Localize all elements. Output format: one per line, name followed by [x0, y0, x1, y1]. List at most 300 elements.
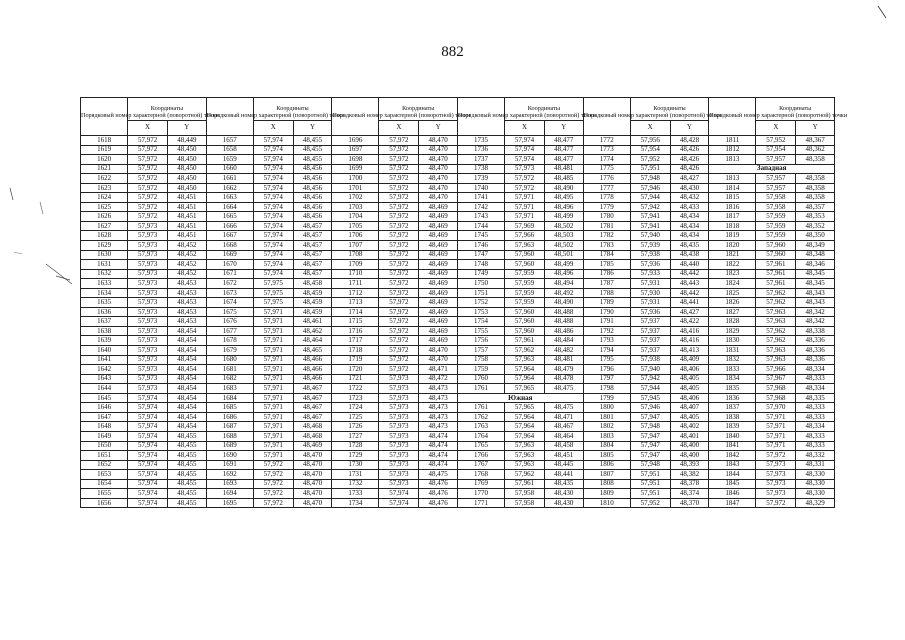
y-cell: 48,358	[796, 193, 835, 203]
point-number-cell: 1768	[457, 470, 504, 480]
x-cell: 57,972	[379, 193, 419, 203]
coordinates-table	[80, 97, 848, 508]
x-cell: 57,974	[505, 155, 545, 165]
point-number-cell: 1739	[457, 174, 504, 184]
point-number-cell: 1741	[457, 193, 504, 203]
x-cell: 57,972	[379, 155, 419, 165]
x-cell: 57,974	[253, 136, 293, 146]
point-number-cell: 1641	[81, 355, 128, 365]
table-row	[81, 355, 835, 365]
point-number-cell: 1705	[332, 221, 379, 231]
point-number-cell: 1840	[709, 431, 756, 441]
table-row	[81, 336, 835, 346]
y-cell: 48,331	[796, 460, 835, 470]
point-number-cell: 1834	[709, 374, 756, 384]
table-row	[81, 393, 835, 403]
y-cell: 48,467	[544, 422, 583, 432]
point-number-cell: 1728	[332, 441, 379, 451]
y-cell: 48,428	[670, 136, 709, 146]
x-cell: 57,973	[128, 317, 168, 327]
point-number-cell: 1683	[206, 384, 253, 394]
y-cell: 48,348	[796, 250, 835, 260]
y-cell: 48,469	[419, 202, 458, 212]
point-number-cell: 1761	[457, 403, 504, 413]
table-row	[81, 269, 835, 279]
table-row	[81, 279, 835, 289]
point-number-cell: 1624	[81, 193, 128, 203]
y-cell: 48,450	[168, 155, 207, 165]
point-number-cell: 1742	[457, 202, 504, 212]
y-cell: 48,402	[670, 422, 709, 432]
point-number-cell: 1813	[709, 155, 756, 165]
y-cell: 48,367	[796, 136, 835, 146]
y-header: Y	[670, 121, 709, 136]
x-cell: 57,972	[128, 174, 168, 184]
point-number-cell: 1760	[457, 374, 504, 384]
y-cell: 48,336	[796, 355, 835, 365]
x-cell: 57,957	[756, 155, 796, 165]
point-number-cell: 1832	[709, 355, 756, 365]
table-row	[81, 174, 835, 184]
table-row	[81, 431, 835, 441]
x-cell: 57,946	[630, 183, 670, 193]
point-number-cell: 1750	[457, 279, 504, 289]
point-number-cell: 1829	[709, 326, 756, 336]
point-number-cell: 1804	[583, 441, 630, 451]
y-cell: 48,502	[544, 241, 583, 251]
x-cell: 57,973	[379, 422, 419, 432]
point-number-cell: 1745	[457, 231, 504, 241]
point-number-cell: 1618	[81, 136, 128, 146]
x-cell: 57,965	[505, 403, 545, 413]
x-cell: 57,972	[379, 288, 419, 298]
y-cell: 48,406	[670, 365, 709, 375]
x-cell: 57,959	[505, 288, 545, 298]
x-cell: 57,971	[253, 374, 293, 384]
point-number-cell: 1830	[709, 336, 756, 346]
x-cell: 57,963	[756, 317, 796, 327]
y-cell: 48,427	[670, 174, 709, 184]
point-number-cell: 1659	[206, 155, 253, 165]
x-cell: 57,975	[253, 279, 293, 289]
y-cell: 48,457	[293, 269, 332, 279]
x-cell: 57,941	[630, 212, 670, 222]
y-cell: 48,430	[544, 498, 583, 508]
point-number-cell: 1712	[332, 288, 379, 298]
point-number-cell: 1732	[332, 479, 379, 489]
y-cell: 48,470	[419, 355, 458, 365]
point-number-cell: 1646	[81, 403, 128, 413]
y-cell: 48,473	[419, 422, 458, 432]
y-cell: 48,452	[168, 250, 207, 260]
x-cell: 57,972	[379, 250, 419, 260]
point-number-cell: 1685	[206, 403, 253, 413]
x-cell: 57,937	[630, 317, 670, 327]
y-cell: 48,453	[168, 317, 207, 327]
x-cell: 57,972	[379, 336, 419, 346]
x-cell: 57,963	[505, 241, 545, 251]
table-row	[81, 241, 835, 251]
y-cell: 48,470	[293, 460, 332, 470]
x-cell: 57,974	[128, 393, 168, 403]
point-number-cell: 1640	[81, 346, 128, 356]
x-cell: 57,972	[379, 145, 419, 155]
x-cell: 57,971	[253, 307, 293, 317]
y-cell: 48,458	[293, 279, 332, 289]
x-cell: 57,963	[505, 355, 545, 365]
x-header: X	[128, 121, 168, 136]
point-number-cell: 1644	[81, 384, 128, 394]
x-header: X	[630, 121, 670, 136]
table-row	[81, 145, 835, 155]
x-cell: 57,958	[756, 193, 796, 203]
y-cell: 48,456	[293, 202, 332, 212]
y-cell: 48,342	[796, 317, 835, 327]
point-number-cell: 1786	[583, 269, 630, 279]
x-cell: 57,957	[756, 183, 796, 193]
x-cell: 57,963	[756, 355, 796, 365]
point-number-cell: 1776	[583, 174, 630, 184]
x-cell: 57,972	[379, 241, 419, 251]
y-cell: 48,333	[796, 431, 835, 441]
x-cell: 57,937	[630, 346, 670, 356]
point-number-cell: 1846	[709, 489, 756, 499]
y-cell: 48,455	[293, 155, 332, 165]
y-cell: 48,481	[544, 164, 583, 174]
point-number-cell: 1725	[332, 412, 379, 422]
x-cell: 57,971	[253, 346, 293, 356]
x-cell: 57,975	[253, 288, 293, 298]
point-number-cell: 1650	[81, 441, 128, 451]
y-cell: 48,406	[670, 393, 709, 403]
point-number-cell: 1785	[583, 260, 630, 270]
point-number-cell: 1838	[709, 412, 756, 422]
y-cell: 48,336	[796, 336, 835, 346]
y-cell: 48,451	[168, 221, 207, 231]
x-cell: 57,947	[630, 451, 670, 461]
point-number-cell: 1767	[457, 460, 504, 470]
x-cell: 57,962	[756, 336, 796, 346]
point-number-cell: 1740	[457, 183, 504, 193]
x-cell: 57,973	[756, 489, 796, 499]
table-row	[81, 136, 835, 146]
y-cell: 48,469	[419, 298, 458, 308]
point-number-cell: 1696	[332, 136, 379, 146]
x-cell: 57,974	[253, 145, 293, 155]
x-cell: 57,972	[505, 183, 545, 193]
y-cell: 48,427	[670, 307, 709, 317]
y-cell: 48,469	[419, 317, 458, 327]
x-cell: 57,974	[128, 460, 168, 470]
x-cell: 57,959	[505, 279, 545, 289]
coordinates-header: Координаты	[630, 98, 709, 121]
x-cell: 57,937	[630, 336, 670, 346]
point-number-cell: 1716	[332, 326, 379, 336]
x-cell: 57,944	[630, 193, 670, 203]
point-number-cell: 1669	[206, 250, 253, 260]
x-cell: 57,973	[379, 441, 419, 451]
x-cell: 57,972	[379, 183, 419, 193]
point-number-cell: 1806	[583, 460, 630, 470]
x-cell: 57,936	[630, 260, 670, 270]
point-number-cell: 1726	[332, 422, 379, 432]
point-number-cell: 1751	[457, 288, 504, 298]
table-row	[81, 422, 835, 432]
y-cell: 48,459	[293, 307, 332, 317]
point-number-cell: 1802	[583, 422, 630, 432]
coordinates-header: Координаты	[756, 98, 835, 121]
x-cell: 57,973	[128, 365, 168, 375]
point-number-cell: 1703	[332, 202, 379, 212]
point-number-cell: 1789	[583, 298, 630, 308]
x-cell: 57,962	[756, 326, 796, 336]
y-cell: 48,358	[796, 155, 835, 165]
x-cell: 57,946	[630, 403, 670, 413]
point-number-cell: 1674	[206, 298, 253, 308]
y-cell: 48,450	[168, 174, 207, 184]
y-cell: 48,462	[293, 326, 332, 336]
x-cell: 57,973	[128, 307, 168, 317]
y-cell: 48,455	[168, 431, 207, 441]
point-number-cell: 1748	[457, 260, 504, 270]
y-cell: 48,450	[168, 183, 207, 193]
point-number-cell: 1721	[332, 374, 379, 384]
x-cell: 57,973	[379, 393, 419, 403]
x-cell: 57,964	[505, 365, 545, 375]
x-cell: 57,963	[505, 441, 545, 451]
y-cell: 48,466	[293, 374, 332, 384]
x-cell: 57,971	[253, 336, 293, 346]
point-number-cell: 1649	[81, 431, 128, 441]
point-number-cell: 1706	[332, 231, 379, 241]
point-number-cell: 1654	[81, 479, 128, 489]
table-row	[81, 498, 835, 508]
y-cell: 48,370	[670, 498, 709, 508]
y-cell: 48,451	[168, 202, 207, 212]
point-number-cell: 1820	[709, 241, 756, 251]
y-cell: 48,334	[796, 384, 835, 394]
y-cell: 48,401	[670, 431, 709, 441]
x-cell: 57,961	[756, 269, 796, 279]
x-cell: 57,974	[505, 145, 545, 155]
y-cell: 48,469	[419, 212, 458, 222]
point-number-cell: 1691	[206, 460, 253, 470]
x-cell: 57,971	[253, 355, 293, 365]
y-cell: 48,358	[796, 183, 835, 193]
x-cell: 57,961	[756, 260, 796, 270]
x-cell: 57,930	[630, 288, 670, 298]
point-number-cell: 1812	[709, 145, 756, 155]
x-cell: 57,948	[630, 174, 670, 184]
x-cell: 57,936	[630, 307, 670, 317]
point-number-cell: 1666	[206, 221, 253, 231]
x-cell: 57,974	[128, 451, 168, 461]
point-number-cell: 1695	[206, 498, 253, 508]
point-number-cell: 1794	[583, 346, 630, 356]
x-cell: 57,972	[379, 307, 419, 317]
y-cell: 48,478	[544, 374, 583, 384]
y-cell: 48,426	[670, 164, 709, 174]
x-cell: 57,973	[379, 384, 419, 394]
y-cell: 48,430	[544, 489, 583, 499]
point-number-cell: 1720	[332, 365, 379, 375]
x-cell: 57,974	[253, 164, 293, 174]
y-cell: 48,456	[293, 164, 332, 174]
x-cell: 57,959	[505, 269, 545, 279]
point-number-cell: 1647	[81, 412, 128, 422]
x-cell: 57,940	[630, 365, 670, 375]
x-cell: 57,974	[505, 136, 545, 146]
y-cell: 48,467	[293, 384, 332, 394]
y-cell: 48,471	[544, 412, 583, 422]
x-cell: 57,973	[128, 250, 168, 260]
point-number-cell: 1697	[332, 145, 379, 155]
x-cell: 57,974	[128, 479, 168, 489]
y-cell: 48,457	[293, 231, 332, 241]
y-cell: 48,333	[796, 412, 835, 422]
point-number-cell: 1816	[709, 202, 756, 212]
point-number-cell: 1699	[332, 164, 379, 174]
x-cell: 57,972	[128, 183, 168, 193]
y-cell: 48,416	[670, 336, 709, 346]
y-cell: 48,475	[544, 384, 583, 394]
x-cell: 57,973	[756, 460, 796, 470]
x-cell: 57,973	[379, 460, 419, 470]
y-cell: 48,454	[168, 336, 207, 346]
y-cell: 48,496	[544, 202, 583, 212]
point-number-cell: 1833	[709, 365, 756, 375]
point-number-cell: 1711	[332, 279, 379, 289]
point-number-cell: 1797	[583, 374, 630, 384]
table-row	[81, 231, 835, 241]
point-number-cell: 1652	[81, 460, 128, 470]
y-cell: 48,400	[670, 441, 709, 451]
table-header	[81, 98, 848, 136]
point-number-cell: 1743	[457, 212, 504, 222]
point-number-cell: 1796	[583, 365, 630, 375]
y-cell: 48,449	[168, 136, 207, 146]
y-cell: 48,488	[544, 307, 583, 317]
y-cell: 48,501	[544, 250, 583, 260]
point-number-cell: 1627	[81, 221, 128, 231]
point-number-cell: 1847	[709, 498, 756, 508]
point-number-cell: 1679	[206, 346, 253, 356]
y-cell: 48,382	[670, 470, 709, 480]
x-cell: 57,960	[505, 326, 545, 336]
x-cell: 57,951	[630, 470, 670, 480]
x-cell: 57,974	[128, 422, 168, 432]
x-cell: 57,931	[630, 279, 670, 289]
point-number-cell: 1771	[457, 498, 504, 508]
y-cell: 48,345	[796, 279, 835, 289]
point-number-cell: 1815	[709, 193, 756, 203]
x-cell: 57,971	[756, 422, 796, 432]
y-cell: 48,485	[544, 174, 583, 184]
x-cell: 57,973	[379, 412, 419, 422]
point-number-cell: 1682	[206, 374, 253, 384]
y-cell: 48,456	[293, 183, 332, 193]
y-cell: 48,494	[544, 279, 583, 289]
x-cell: 57,963	[756, 307, 796, 317]
y-cell: 48,342	[796, 307, 835, 317]
point-number-cell: 1626	[81, 212, 128, 222]
point-number-cell: 1784	[583, 250, 630, 260]
x-cell: 57,973	[128, 260, 168, 270]
point-number-cell: 1818	[709, 221, 756, 231]
x-header: X	[756, 121, 796, 136]
point-number-cell: 1704	[332, 212, 379, 222]
y-cell: 48,338	[796, 326, 835, 336]
point-number-cell: 1765	[457, 441, 504, 451]
point-number-cell: 1780	[583, 212, 630, 222]
y-cell: 48,470	[293, 451, 332, 461]
y-cell: 48,456	[293, 212, 332, 222]
point-number-cell: 1656	[81, 498, 128, 508]
y-cell: 48,470	[293, 470, 332, 480]
y-cell: 48,470	[419, 193, 458, 203]
point-number-cell: 1800	[583, 403, 630, 413]
x-cell: 57,972	[253, 498, 293, 508]
y-cell: 48,329	[796, 498, 835, 508]
y-cell: 48,378	[670, 479, 709, 489]
point-number-cell: 1690	[206, 451, 253, 461]
y-cell: 48,457	[293, 221, 332, 231]
x-cell: 57,972	[253, 479, 293, 489]
y-cell: 48,453	[168, 288, 207, 298]
point-number-cell: 1620	[81, 155, 128, 165]
point-number-cell: 1662	[206, 183, 253, 193]
x-cell: 57,972	[379, 221, 419, 231]
x-cell: 57,947	[630, 431, 670, 441]
point-number-cell: 1693	[206, 479, 253, 489]
point-number-cell: 1769	[457, 479, 504, 489]
x-cell: 57,938	[630, 250, 670, 260]
y-cell: 48,400	[670, 451, 709, 461]
point-number-cell: 1811	[709, 136, 756, 146]
y-cell: 48,438	[670, 250, 709, 260]
point-number-cell: 1782	[583, 231, 630, 241]
point-number-cell: 1633	[81, 279, 128, 289]
point-number-cell: 1717	[332, 336, 379, 346]
y-cell: 48,482	[544, 346, 583, 356]
table-row	[81, 317, 835, 327]
y-cell: 48,470	[419, 183, 458, 193]
x-cell: 57,952	[630, 498, 670, 508]
y-cell: 48,470	[293, 479, 332, 489]
x-cell: 57,964	[505, 374, 545, 384]
x-cell: 57,972	[756, 498, 796, 508]
y-cell: 48,474	[419, 451, 458, 461]
y-cell: 48,474	[419, 441, 458, 451]
y-cell: 48,333	[796, 403, 835, 413]
table-row	[81, 326, 835, 336]
point-number-cell: 1798	[583, 384, 630, 394]
x-cell: 57,974	[253, 212, 293, 222]
y-cell: 48,454	[168, 384, 207, 394]
y-cell: 48,481	[544, 355, 583, 365]
point-number-cell: 1836	[709, 393, 756, 403]
point-number-cell: 1713	[332, 298, 379, 308]
y-cell: 48,470	[419, 145, 458, 155]
x-cell: 57,972	[128, 212, 168, 222]
y-cell: 48,350	[796, 231, 835, 241]
point-number-cell: 1731	[332, 470, 379, 480]
y-header: Y	[419, 121, 458, 136]
x-cell: 57,973	[379, 403, 419, 413]
table-row	[81, 460, 835, 470]
x-cell: 57,972	[379, 136, 419, 146]
y-cell: 48,343	[796, 288, 835, 298]
